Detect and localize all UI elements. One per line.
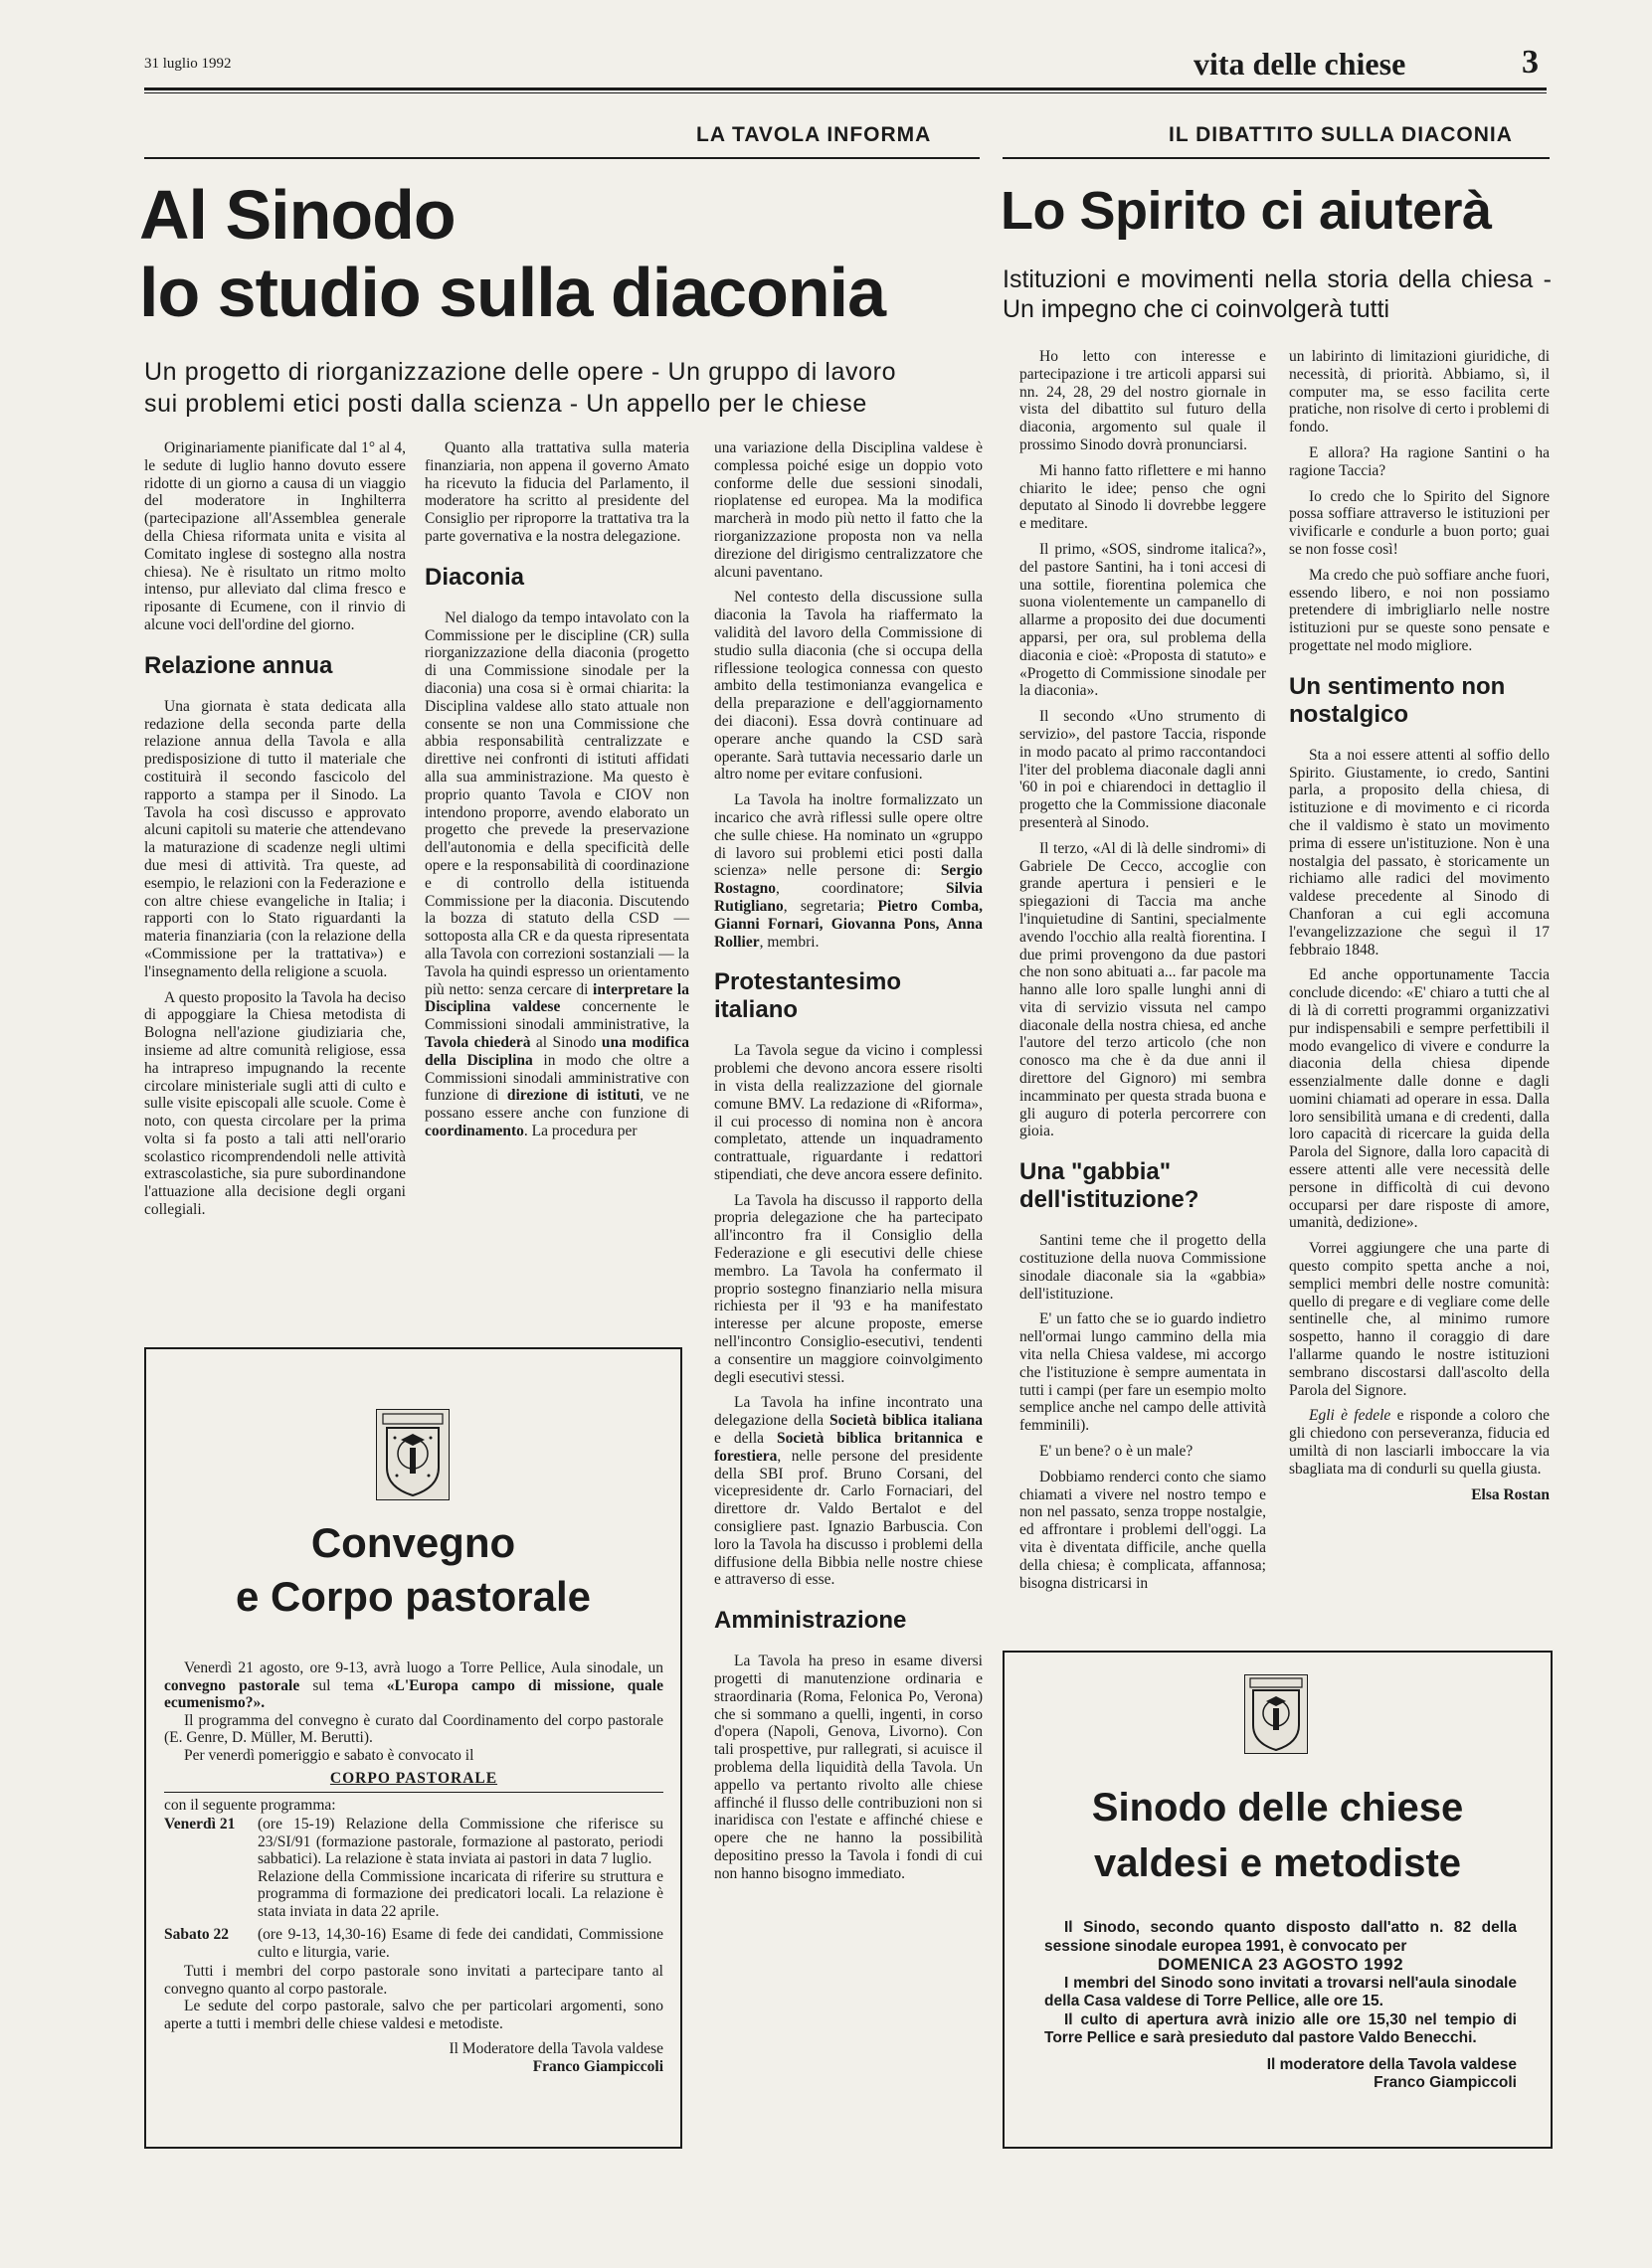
right-col2-p3: Io credo che lo Spirito del Signore possa soffiare attraverso le istituzioni per vivificarle e condurle a buon porto; guai se non fosse così!	[1289, 487, 1550, 558]
right-col2-p8: Egli è fedele e risponde a coloro che gli chiedono con perseveranza, fiducia ed umiltà di non lasciarli imboccare la via sbagliata ma di condurli su quella giusta.	[1289, 1407, 1550, 1478]
issue-date: 31 luglio 1992	[144, 56, 232, 72]
sinodo-title-line2: valdesi e metodiste	[1093, 1841, 1462, 1885]
right-col1-p4: Il secondo «Uno strumento di servizio», del pastore Taccia, risponde in modo pacato al primo raccontandoci l'iter del problema diaconale dagli anni '60 in poi e chiarendoci in dettaglio il progetto che la Commissione diaconale presenterà al Sinodo.	[1019, 708, 1266, 831]
right-col1-p7: E' un fatto che se io guardo indietro nell'ormai lungo cammino della mia vita nella Chiesa valdese, mi accorgo che l'istituzione è sempre aumentata in tutti i campi (per fare un esempio molto semplice anche nel campo delle attività femminili).	[1019, 1310, 1266, 1435]
sinodo-box	[1003, 1651, 1553, 2149]
sinodo-p1: Il Sinodo, secondo quanto disposto dall'atto n. 82 della sessione sinodale europea 1991, è convocato per	[1044, 1919, 1517, 1955]
left-title-line2: lo studio sulla diaconia	[139, 254, 885, 331]
right-col1-p8: E' un bene? o è un male?	[1039, 1443, 1193, 1461]
right-col-1	[1019, 348, 1266, 1600]
convegno-closing1: Tutti i membri del corpo pastorale sono invitati a partecipare tanto al convegno quanto al corpo pastorale.	[164, 1963, 663, 1998]
sinodo-body	[1044, 1919, 1517, 2093]
corpo-pastorale-heading: CORPO PASTORALE	[329, 1770, 498, 1787]
program-intro: con il seguente programma:	[164, 1796, 336, 1814]
left-col3-p7: La Tavola ha preso in esame diversi progetti di manutenzione ordinaria e straordinaria (Roma, Felonica Po, Verona) che si sommano a quelli, ingenti, in corso d'opera (Napoli, Genova, Livorno). Con tali prospettive, pur rallegrati, si acuisce il problema della liquidità della Tavola. Un appello va pertanto rivolto alle chiese affinché il flusso delle contribuzioni non si inaridisca con l'estate e affinché chiese e opere che ne hanno la possibilità depositino presso la Tavola i fondi di cui non hanno bisogno immediato.	[714, 1653, 983, 1882]
program-friday: Venerdì 21 (ore 15-19) Relazione della Commissione che riferisce su 23/SI/91 (formazione pastorale, formazione al pastorato, periodi sabbatici). La relazione è stata inviata ai pastori in data 7 luglio. Relazione della Commissione incaricata di riferire su struttura e programma di formazione dei predicatori locali. La relazione è stata inviata in data 22 aprile.	[164, 1816, 663, 1920]
left-col3-p4: La Tavola segue da vicino i complessi problemi che devono ancora essere risolti in vista della realizzazione del giornale comune BMV. La redazione di «Riforma», il cui processo di nomina non è ancora completato, attende un inquadramento contrattuale, riguardante i redattori stipendiati, che deve ancora essere definito.	[714, 1042, 983, 1183]
right-subtitle: Istituzioni e movimenti nella storia della chiesa - Un impegno che ci coinvolgerà tutti	[1003, 265, 1552, 323]
masthead: vita delle chiese	[1193, 46, 1406, 82]
sinodo-signature-role: Il moderatore della Tavola valdese	[1266, 2055, 1517, 2073]
left-col-1	[144, 439, 406, 1227]
left-subtitle-line1: Un progetto di riorganizzazione delle opere - Un gruppo di lavoro	[144, 358, 897, 386]
convegno-body	[164, 1659, 663, 2075]
left-col3-p3: La Tavola ha inoltre formalizzato un incarico che avrà riflessi sulle opere oltre che sulle chiese. Ha nominato un «gruppo di lavoro sui problemi etici posti dalla scienza» nelle persone di: Sergio Rostagno, coordinatore; Silvia Rutigliano, segretaria; Pietro Comba, Gianni Fornari, Giovanna Pons, Anna Rollier, membri.	[714, 791, 983, 951]
sinodo-p3: Il culto di apertura avrà inizio alle ore 15,30 nel tempio di Torre Pellice e sarà presieduto dal pastore Valdo Benecchi.	[1044, 2010, 1517, 2046]
right-col1-p3: Il primo, «SOS, sindrome italica?», del pastore Santini, ha i toni accesi di una sottile, fiorentina polemica che suona violentemente un campanello di allarme a proposito dei due documenti apparsi, per ora, sul problema della diaconia e cioè: «Proposta di statuto» e «Progetto di Commissione sinodale per la diaconia».	[1019, 540, 1266, 700]
sinodo-signature-name: Franco Giampiccoli	[1374, 2074, 1517, 2091]
waldensian-emblem-icon	[1244, 1674, 1308, 1754]
right-kicker-rule	[1003, 157, 1550, 159]
left-col3-p1: una variazione della Disciplina valdese è complessa poiché esige un doppio voto conforme delle due sessioni sinodali, rioplatense ed europea. Ma la modifica marcherà in modo più netto il fatto che la riorganizzazione proposta non va nella direzione del dirigismo centralizzatore che alcuni paventano.	[714, 439, 983, 581]
right-col2-p6: Ed anche opportunamente Taccia conclude dicendo: «E' chiaro a tutti che al di là di corretti programmi organizzativi pur indispensabili e sempre perfettibili il modo evangelico di vivere e condurre la diaconia della chiesa dipende essenzialmente dalle donne e dagli uomini chiamati ad operare in essa. Dalla loro sensibilità umana e di credenti, dalla loro capacità di ricercare la guida della Parola del Signore, dalla loro capacità di essere attenti alle vere necessità delle persone in difficoltà di cui devono occuparsi per dare risposte di amore, umanità, dedizione».	[1289, 966, 1550, 1232]
waldensian-emblem-icon	[376, 1409, 450, 1500]
convegno-title-line1: Convegno	[310, 1519, 516, 1566]
heading-protestantesimo-italiano: Protestantesimo italiano	[714, 968, 902, 1024]
right-col1-p1: Ho letto con interesse e partecipazione i tre articoli apparsi sui nn. 24, 28, 29 del nostro giornale in vista del dibattito sul futuro della diaconia, argomento sul quale il prossimo Sinodo dovrà pronunciarsi.	[1019, 348, 1266, 453]
header-rule	[144, 87, 1547, 90]
right-col1-p5: Il terzo, «Al di là delle sindromi» di Gabriele De Cecco, accoglie con grande apertura i pensieri e le spiegazioni di Taccia ma anche l'inquietudine di Santini, specialmente avendo l'occhio alla realtà fiorentina. I due primi provengono da due pastori che non sono abituati a... far pacole ma hanno alle loro spalle lunghi anni di vita di servizio vissuta nel campo diaconale della nostra chiesa, ed anche l'autore del terzo articolo (che non conosco ma che è da due anni il direttore del Gignoro) mi sembra incamminato per questa strada buona e gli auguro di poterla percorrere con gioia.	[1019, 839, 1266, 1140]
left-col3-p5: La Tavola ha discusso il rapporto della propria delegazione che ha partecipato all'incontro fra il Consiglio della Federazione e gli esecutivi delle chiese membro. La Tavola ha confermato il proprio sostegno finanziario nella misura richiesta per il '93 e ha manifestato interesse per alcune proposte, emerse nell'incontro Consiglio-esecutivi, tendenti a consentire un maggiore coinvolgimento degli esecutivi stessi.	[714, 1191, 983, 1386]
left-col1-p1: Originariamente pianificate dal 1° al 4, le sedute di luglio hanno dovuto essere ridotte di un giorno a causa di un viaggio del moderatore in Inghilterra (partecipazione all'Assemblea generale della Chiesa riformata unita e visita al Comitato inglese di sostegno alla nostra chiesa). Ne è risultato un ritmo molto intenso, pur alleviato dal clima fresco e riposante di Ecumene, con il rinvio di alcune voci dell'ordine del giorno.	[144, 439, 406, 633]
left-col-2	[425, 439, 689, 1148]
program-saturday: Sabato 22 (ore 9-13, 14,30-16) Esame di fede dei candidati, Commissione culto e liturgia, varie.	[164, 1926, 663, 1961]
left-col2-p1: Quanto alla trattativa sulla materia finanziaria, non appena il governo Amato ha ricevuto la fiducia del Parlamento, il moderatore ha scritto al presidente del Consiglio per riproporre la trattativa tra la parte governativa e la nostra delegazione.	[425, 439, 689, 545]
convegno-intro: Venerdì 21 agosto, ore 9-13, avrà luogo a Torre Pellice, Aula sinodale, un convegno pastorale sul tema «L'Europa campo di missione, quale ecumenismo?».	[164, 1659, 663, 1711]
heading-sentimento-non-nostalgico: Un sentimento non nostalgico	[1289, 672, 1506, 728]
sinodo-p2: I membri del Sinodo sono invitati a trovarsi nell'aula sinodale della Casa valdese di Torre Pellice, alle ore 15.	[1044, 1974, 1517, 2009]
right-col1-p9: Dobbiamo renderci conto che siamo chiamati a vivere nel nostro tempo e non nel passato, senza troppe nostalgie, ed affrontare i problemi dell'oggi. La vita è diventata difficile, anche quella della chiesa; è complicata, affannosa; bisogna districarsi in	[1019, 1468, 1266, 1592]
heading-gabbia-istituzione: Una "gabbia" dell'istituzione?	[1019, 1158, 1199, 1214]
convegno-box	[144, 1347, 682, 2149]
right-col2-p2: E allora? Ha ragione Santini o ha ragione Taccia?	[1289, 443, 1550, 479]
convegno-intro3: Per venerdì pomeriggio e sabato è convocato il	[184, 1746, 474, 1764]
left-col-3	[714, 439, 983, 1891]
left-col3-p6: La Tavola ha infine incontrato una delegazione della Società biblica italiana e della Società biblica britannica e forestiera, nelle persone del presidente della SBI prof. Bruno Corsani, del vicepresidente dr. Carlo Fornaciari, del direttore dr. Valdo Bertalot e del consigliere past. Ignazio Barbuscia. Con loro la Tavola ha discusso i problemi della diffusione della Bibbia nelle nostre chiese e attraverso di esse.	[714, 1394, 984, 1589]
right-title: Lo Spirito ci aiuterà	[1001, 181, 1492, 241]
right-col1-p6: Santini teme che il progetto della costituzione della nuova Commissione sinodale diaconale sia la «gabbia» dell'istituzione.	[1019, 1232, 1266, 1303]
left-kicker-rule	[144, 157, 980, 159]
left-col3-p2: Nel contesto della discussione sulla diaconia la Tavola ha riaffermato la validità del lavoro della Commissione di studio sulla diaconia (che si occupa della riflessione teologica connessa con questo ambito della testimonianza evangelica e della preparazione e dell'aggiornamento dei diaconi). Essa dovrà continuare ad operare anche quando la CSD sarà operante. Sarà tuttavia necessario darle un altro nome per evitare confusioni.	[714, 589, 983, 784]
header-rule-thin	[144, 92, 1547, 93]
right-kicker: IL DIBATTITO SULLA DIACONIA	[1169, 123, 1513, 146]
convegno-intro2: Il programma del convegno è curato dal Coordinamento del corpo pastorale (E. Genre, D. Müller, M. Berutti).	[164, 1711, 663, 1746]
right-col2-p5: Sta a noi essere attenti al soffio dello Spirito. Giustamente, io credo, Santini parla, a proposito della chiesa, di istituzione e di movimento e ci ricorda che il valdismo è stato un movimento prima di essere un'istituzione. Non è una nostalgia del passato, è storicamente un richiamo alle radici del movimento valdese precedente al Sinodo di Chanforan a cui egli accomuna l'evangelizzazione che seguì il 17 febbraio 1848.	[1289, 746, 1550, 959]
right-col1-p2: Mi hanno fatto riflettere e mi hanno chiarito le idee; penso che ogni deputato al Sinodo li dovrebbe leggere e meditare.	[1019, 461, 1266, 533]
right-col-2	[1289, 348, 1550, 1511]
right-col2-p1: un labirinto di limitazioni giuridiche, di necessità, di priorità. Abbiamo, sì, il computer ma, se esso facilita certe pratiche, non risolve di certo i problemi di fondo.	[1289, 348, 1550, 436]
heading-diaconia: Diaconia	[425, 563, 525, 591]
page-number: 3	[1522, 44, 1539, 81]
left-col1-p2: Una giornata è stata dedicata alla redazione della seconda parte della relazione annua della Tavola e alla predisposizione di tutto il materiale che costituirà il secondo fascicolo del rapporto a stampa per il Sinodo. La Tavola ha così discusso e approvato alcuni capitoli su materie che attendevano la maturazione di scadenze negli ultimi due mesi di attività. Tra queste, ad esempio, le relazioni con la Federazione e con altre chiese evangeliche in Italia; i rapporti con lo Stato riguardanti la materia finanziaria (con la relazione della «Commissione per la trattativa») e l'insegnamento della religione a scuola.	[144, 697, 406, 980]
convegno-title-line2: e Corpo pastorale	[235, 1573, 592, 1620]
left-kicker: LA TAVOLA INFORMA	[696, 123, 932, 146]
sinodo-title-line1: Sinodo delle chiese	[1091, 1786, 1464, 1830]
heading-relazione-annua: Relazione annua	[144, 651, 333, 679]
left-subtitle-line2: sui problemi etici posti dalla scienza - Un appello per le chiese	[144, 390, 867, 418]
convegno-signature-name: Franco Giampiccoli	[532, 2057, 663, 2075]
convegno-closing2: Le sedute del corpo pastorale, salvo che per particolari argomenti, sono aperte a tutti i membri delle chiese valdesi e metodiste.	[164, 1998, 663, 2032]
convegno-signature-role: Il Moderatore della Tavola valdese	[449, 2040, 663, 2057]
right-col2-p7: Vorrei aggiungere che una parte di questo compito spetta anche a noi, semplici membri delle nostre comunità: quello di pregare e di vegliare come delle sentinelle che, al minimo rumore sospetto, hanno il coraggio di dare l'allarme quando le nostre istituzioni sembrano discostarsi dall'ascolto della Parola del Signore.	[1289, 1240, 1550, 1399]
left-title-line1: Al Sinodo	[139, 176, 456, 254]
heading-amministrazione: Amministrazione	[714, 1607, 907, 1635]
left-col2-p2: Nel dialogo da tempo intavolato con la Commissione per le discipline (CR) sulla riorganizzazione della diaconia (progetto di una Commissione sinodale per la diaconia) una cosa si è ormai chiarita: la Disciplina valdese allo stato attuale non consente se non una Commissione che abbia responsabilità centralizzate e direttive nei confronti di istituti affidati alla sua amministrazione. Ma questo è proprio quanto Tavola e CIOV non intendono proporre, avendo elaborato un progetto che prevede la preservazione dell'autonomia e della specificità delle opere e la responsabilità di coordinazione e di controllo della istituenda Commissione per la diaconia. Discutendo la bozza di statuto della CSD — sottoposta alla CR e da questa ripresentata alla Tavola con correzioni sostanziali — la Tavola ha quindi espresso un orientamento più netto: senza cercare di interpretare la Disciplina valdese concernente le Commissioni sinodali amministrative, la Tavola chiederà al Sinodo una modifica della Disciplina in modo che oltre a Commissioni sinodali amministrative con funzione di direzione di istituti, ve ne possano essere anche con funzione di coordinamento. La procedura per	[425, 609, 689, 1139]
left-col1-p3: A questo proposito la Tavola ha deciso di appoggiare la Chiesa metodista di Bologna nell'azione giudiziaria che, insieme ad altre comunità religiose, essa ha intrapreso impugnando la recente circolare ministeriale sugli atti di culto e sulle visite episcopali alle scuole. Come è noto, con questa circolare per la prima volta si fa posto a tali atti nell'orario scolastico ricomprendendoli nelle attività extrascolastiche, sia pure subordinandone l'attuazione alla decisione degli organi collegiali.	[144, 988, 406, 1219]
right-col2-p4: Ma credo che può soffiare anche fuori, essendo libero, e noi non possiamo pretendere di imbrigliarlo nelle nostre istituzioni pur se queste sono pensate e progettate nel modo migliore.	[1289, 566, 1550, 654]
author-byline: Elsa Rostan	[1471, 1485, 1550, 1503]
sinodo-date: DOMENICA 23 AGOSTO 1992	[1157, 1955, 1404, 1974]
